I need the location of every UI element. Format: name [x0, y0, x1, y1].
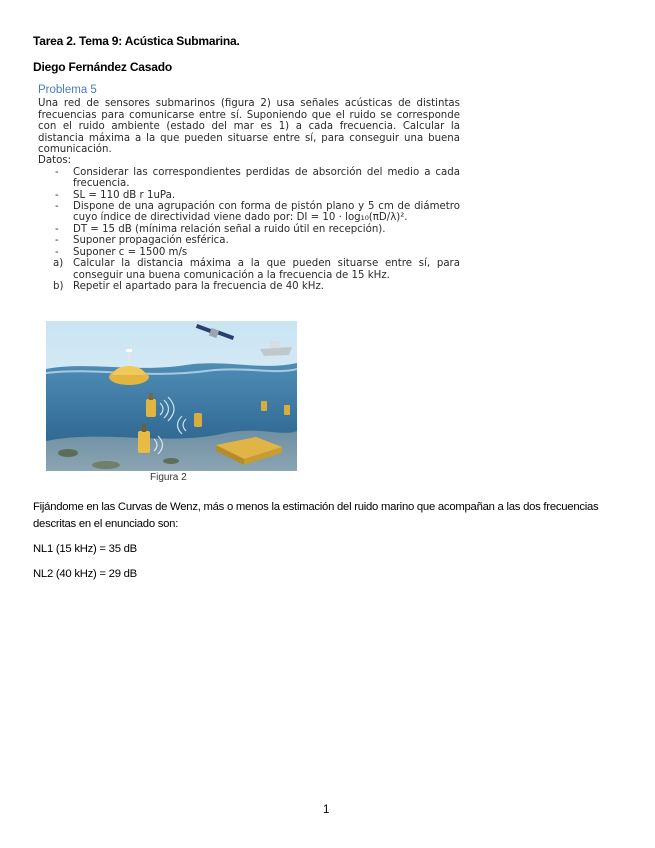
wenz-paragraph: Fijándome en las Curvas de Wenz, más o menos la estimación del ruido marino que acompañan a las dos frecuencias descritas en el enunciado son:	[33, 501, 599, 530]
datos-label: Datos:	[38, 155, 72, 167]
list-item: - Considerar las correspondientes perdidas de absorción del medio a cada frecuencia.	[55, 166, 460, 190]
document-title: Tarea 2. Tema 9: Acústica Submarina.	[33, 34, 240, 48]
sensor-node-icon	[261, 401, 267, 411]
problem-list	[38, 167, 460, 292]
rock-icon	[163, 458, 179, 464]
list-item: - Dispone de una agrupación con forma de pistón plano y 5 cm de diámetro cuyo índice de directividad viene dado por: DI = 10 · log₁₀(πD/λ)².	[55, 201, 460, 224]
list-item: - SL = 110 dB r 1uPa.	[55, 189, 176, 201]
list-item: - Suponer propagación esférica.	[55, 235, 229, 247]
rock-icon	[92, 461, 120, 469]
list-item: a) Calcular la distancia máxima a la que pueden situarse entre sí, para conseguir una buena comunicación a la frecuencia de 15 kHz.	[53, 258, 460, 281]
problem-intro: Una red de sensores submarinos (figura 2) usa señales acústicas de distintas frecuencias para comunicarse entre sí. Suponiendo que el ruido se corresponde con el ruido ambiente (estado del mar es 1) a cada frecuencia. Calcular la distancia máxima a la que pueden situarse entre sí, para conseguir una buena comunicación.	[38, 98, 460, 156]
author-name: Diego Fernández Casado	[33, 60, 172, 74]
noise-level-1: NL1 (15 kHz) = 35 dB	[33, 543, 137, 555]
noise-level-2: NL2 (40 kHz) = 29 dB	[33, 568, 137, 580]
figure-caption: Figura 2	[150, 472, 187, 483]
underwater-sensor-network-figure	[46, 321, 297, 471]
list-item: b) Repetir el apartado para la frecuencia de 40 kHz.	[53, 280, 325, 292]
sensor-node-icon	[194, 413, 202, 427]
list-item: - DT = 15 dB (mínima relación señal a ruido útil en recepción).	[55, 223, 386, 235]
list-item: - Suponer c = 1500 m/s	[55, 246, 188, 258]
problem-statement	[38, 85, 460, 292]
page-number: 1	[323, 804, 330, 816]
problem-title: Problema 5	[38, 84, 97, 96]
sensor-node-icon	[284, 405, 290, 415]
rock-icon	[58, 449, 78, 457]
